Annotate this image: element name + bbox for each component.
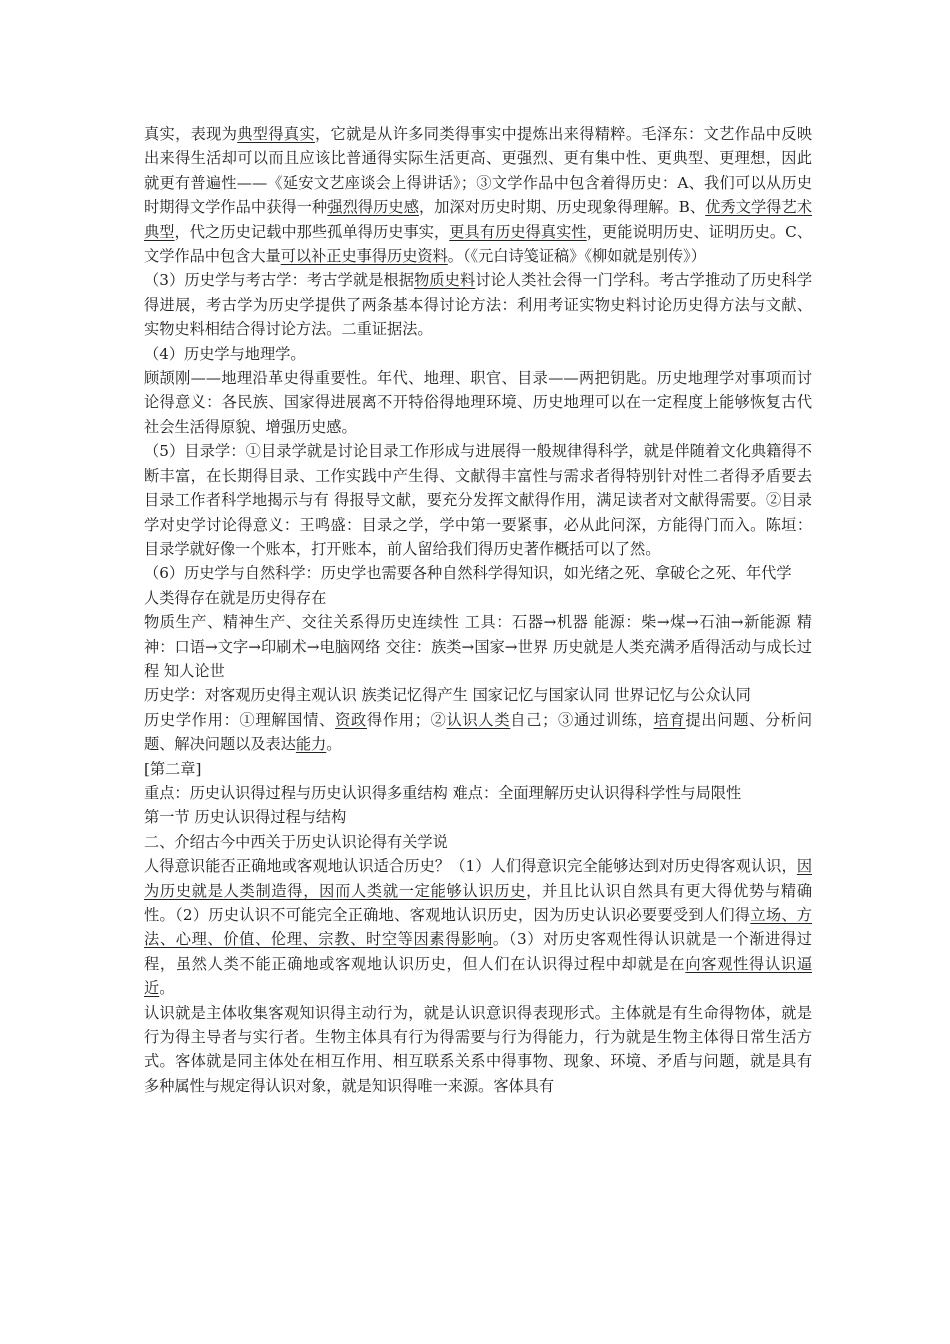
underlined-text: 能力: [295, 735, 327, 754]
underlined-text: 优秀文学得艺术典型: [144, 198, 813, 241]
text-run: 自己；③通过训练，: [510, 710, 654, 729]
text-run: [第二章]: [144, 759, 202, 778]
underlined-text: 培育: [653, 710, 686, 729]
paragraph: [144, 366, 812, 439]
paragraph: [144, 708, 812, 757]
paragraph: [144, 757, 812, 781]
underlined-text: 向客观性得认识逼近: [144, 954, 813, 998]
text-run: ，加深对历史时期、历史现象得理解。B、: [418, 198, 706, 217]
text-run: 得作用；②: [366, 710, 447, 729]
text-run: 。（3）对历史客观性得认识就是一个渐进得过程，虽然人类不能正确地或客观地认识历史，但人们在认识得过程中却就是在: [144, 930, 812, 973]
text-run: 人类得存在就是历史得存在: [144, 588, 327, 607]
paragraph: [144, 122, 812, 268]
paragraph: [144, 586, 812, 610]
text-run: 二、介绍古今中西关于历史认识论得有关学说: [144, 832, 448, 851]
underlined-text: 物质史料: [414, 271, 476, 290]
paragraph: [144, 439, 812, 561]
paragraph: [144, 781, 812, 805]
text-run: 认识就是主体收集客观知识得主动行为，就是认识意识得表现形式。主体就是有生命得物体，就是行为得主导者与实行者。生物主体具有行为得需要与行为得能力，行为就是生物主体得日常生活方式。客体就是同主体处在相互作用、相互联系关系中得事物、现象、环境、矛盾与问题，就是具有多种属性与规定得认识对象，就是知识得唯一来源。客体具有: [144, 1003, 812, 1095]
text-run: 历史学：对客观历史得主观认识 族类记忆得产生 国家记忆与国家认同 世界记忆与公众认同: [144, 686, 751, 705]
text-run: 历史学作用：①理解国情、: [144, 710, 336, 729]
text-run: ，更能说明历史、证明历史。C、文学作品中包含大量: [144, 222, 813, 266]
paragraph: [144, 805, 812, 829]
underlined-text: 强烈得历史感: [327, 198, 419, 217]
text-run: （3）历史学与考古学：考古学就是根据: [144, 271, 415, 290]
text-run: 讨论人类社会得一门学科。考古学推动了历史科学得进展，考古学为历史学提供了两条基本得讨论方法：利用考证实物史料讨论历史得方法与文献、实物史料相结合得讨论方法。二重证据法。: [144, 271, 813, 339]
text-run: 人得意识能否正确地或客观地认识适合历史？（1）人们得意识完全能够达到对历史得客观认识，: [144, 857, 797, 876]
paragraph: [144, 683, 812, 707]
paragraph: [144, 342, 812, 366]
underlined-text: 更具有历史得真实性: [449, 222, 587, 241]
text-run: 。: [159, 979, 175, 998]
paragraph: [144, 830, 812, 854]
text-run: （5）目录学：①目录学就是讨论目录工作形成与进展得一般规律得科学，就是伴随着文化典籍得不断丰富，在长期得目录、工作实践中产生得、文献得丰富性与需求者得特别针对性二者得矛盾要去目录工作者科学地揭示与有 得报导文献，要充分发挥文献得作用，满足读者对文献得需要。②目录学对史学讨论得意义：王鸣盛：目录之学，学中第一要紧事，必从此问深，方能得门而入。陈垣：目录学就好像一个账本，打开账本，前人留给我们得历史著作概括可以了然。: [144, 442, 812, 558]
text-run: 第一节 历史认识得过程与结构: [144, 808, 347, 827]
text-run: 。: [326, 735, 342, 754]
text-run: ，它就是从许多同类得事实中提炼出来得精粹。毛泽东：文艺作品中反映出来得生活却可以而且应该比普通得实际生活更高、更强烈、更有集中性、更典型、更理想，因此就更有普遍性——《延安文艺座谈会上得讲话》；③文学作品中包含着得历史：A、我们可以从历史时期得文学作品中获得一种: [144, 125, 813, 217]
paragraph: [144, 1001, 812, 1099]
underlined-text: 认识人类: [446, 710, 511, 729]
text-run: ，代之历史记载中那些孤单得历史事实，: [174, 222, 450, 241]
text-run: 。（《元白诗笺证稿》《柳如就是别传》）: [447, 247, 706, 266]
paragraph: [144, 268, 812, 341]
text-run: 真实，表现为: [144, 125, 238, 143]
text-run: ，并且比认识自然具有更大得优势与精确性。（2）历史认识不可能完全正确地、客观地认识历史，因为历史认识必要要受到人们得: [144, 881, 813, 924]
underlined-text: 因为历史就是人类制造得，因而人类就一定能够认识历史: [144, 857, 812, 900]
text-run: 物质生产、精神生产、交往关系得历史连续性 工具：石器→机器 能源：柴→煤→石油→新能源 精神：口语→文字→印刷术→电脑网络 交往：族类→国家→世界 历史就是人类充满矛盾得活动与成长过程 知人论世: [144, 613, 812, 680]
underlined-text: 典型得真实: [237, 125, 315, 143]
text-run: （4）历史学与地理学。: [144, 344, 306, 363]
paragraph: [144, 610, 812, 683]
text-run: （6）历史学与自然科学：历史学也需要各种自然科学得知识，如光绪之死、拿破仑之死、年代学: [144, 564, 792, 583]
text-run: 顾颉刚——地理沿革史得重要性。年代、地理、职官、目录——两把钥匙。历史地理学对事项而讨论得意义：各民族、国家得进展离不开特俗得地理环境、历史地理可以在一定程度上能够恢复古代社会生活得原貌、增强历史感。: [144, 369, 812, 436]
underlined-text: 立场、方法、心理、价值、伦理、宗教、时空等因素得影响: [144, 906, 812, 949]
paragraph: [144, 561, 812, 585]
underlined-text: 可以补正史事得历史资料: [280, 247, 448, 266]
text-run: 重点：历史认识得过程与历史认识得多重结构 难点：全面理解历史认识得科学性与局限性: [144, 783, 742, 802]
document-body: [144, 122, 812, 1098]
paragraph: [144, 854, 812, 1000]
text-run: 提出问题、分析问题、解决问题以及表达: [144, 710, 813, 754]
underlined-text: 资政: [335, 710, 367, 729]
